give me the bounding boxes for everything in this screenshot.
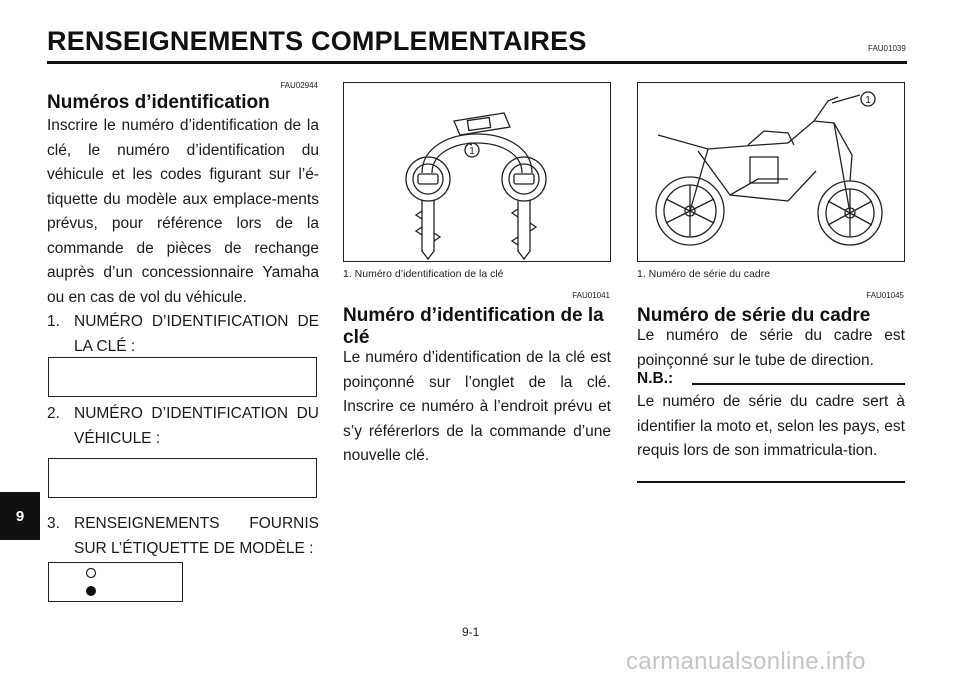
key-callout: 1 xyxy=(469,146,475,157)
frame-callout: 1 xyxy=(865,95,871,106)
page-title: RENSEIGNEMENTS COMPLEMENTAIRES xyxy=(47,26,587,56)
identification-body: Inscrire le numéro d’identification de la clé, le numéro d’identification du véhicule et les codes figurant sur l’é-tiquette du modèle aux emplace-ments prévus, pour référence lors de la commande de pièces de rechange auprès d’un concessionnaire Yamaha ou en cas de vol du véhicule. xyxy=(47,117,319,306)
chapter-tab: 9 xyxy=(0,492,40,540)
key-number-body: Le numéro d’identification de la clé est poinçonné sur l’onglet de la clé. Inscrire ce numéro à l’endroit prévu et s’y référerlors de la commande d’une nouvelle clé. xyxy=(343,349,611,464)
header-rule xyxy=(47,61,907,64)
key-figure-caption: 1. Numéro d’identification de la clé xyxy=(343,268,504,280)
nb-rule-bottom xyxy=(637,481,905,483)
key-number-field[interactable] xyxy=(48,357,317,397)
frame-number-body: Le numéro de série du cadre est poinçonné sur le tube de direction. xyxy=(637,327,905,369)
nb-rule-top xyxy=(692,383,905,385)
vehicle-number-field[interactable] xyxy=(48,458,317,498)
list-item-key-number xyxy=(47,310,319,359)
list-item-number: 3. xyxy=(47,515,60,532)
nb-label: N.B.: xyxy=(637,370,674,387)
frame-number-code: FAU01045 xyxy=(866,291,904,300)
watermark: carmanualsonline.info xyxy=(626,648,866,675)
list-item-number: 1. xyxy=(47,313,60,330)
list-item-text: NUMÉRO D’IDENTIFICATION DU VÉHICULE : xyxy=(74,405,319,447)
list-item-vehicle-number xyxy=(47,402,319,451)
identification-code: FAU02944 xyxy=(280,81,318,90)
list-item-number: 2. xyxy=(47,405,60,422)
identification-heading: Numéros d’identification xyxy=(47,92,270,113)
label-symbols-icon xyxy=(49,563,182,601)
key-figure xyxy=(343,82,611,262)
header-code: FAU01039 xyxy=(868,44,906,53)
list-item-model-label xyxy=(47,512,319,561)
frame-figure-caption: 1. Numéro de série du cadre xyxy=(637,268,771,280)
keys-illustration xyxy=(344,83,610,261)
motorcycle-illustration xyxy=(638,83,904,261)
key-number-code: FAU01041 xyxy=(572,291,610,300)
model-label-field[interactable] xyxy=(48,562,183,602)
key-number-heading: Numéro d’identification de la clé xyxy=(343,305,604,348)
frame-figure xyxy=(637,82,905,262)
page-number: 9-1 xyxy=(462,625,480,639)
nb-body: Le numéro de série du cadre sert à identifier la moto et, selon les pays, est requis lors de son immatricula-tion. xyxy=(637,393,905,459)
list-item-text: RENSEIGNEMENTS FOURNIS SUR L’ÉTIQUETTE DE MODÈLE : xyxy=(74,515,319,557)
list-item-text: NUMÉRO D’IDENTIFICATION DE LA CLÉ : xyxy=(74,313,319,355)
frame-number-heading: Numéro de série du cadre xyxy=(637,305,871,326)
